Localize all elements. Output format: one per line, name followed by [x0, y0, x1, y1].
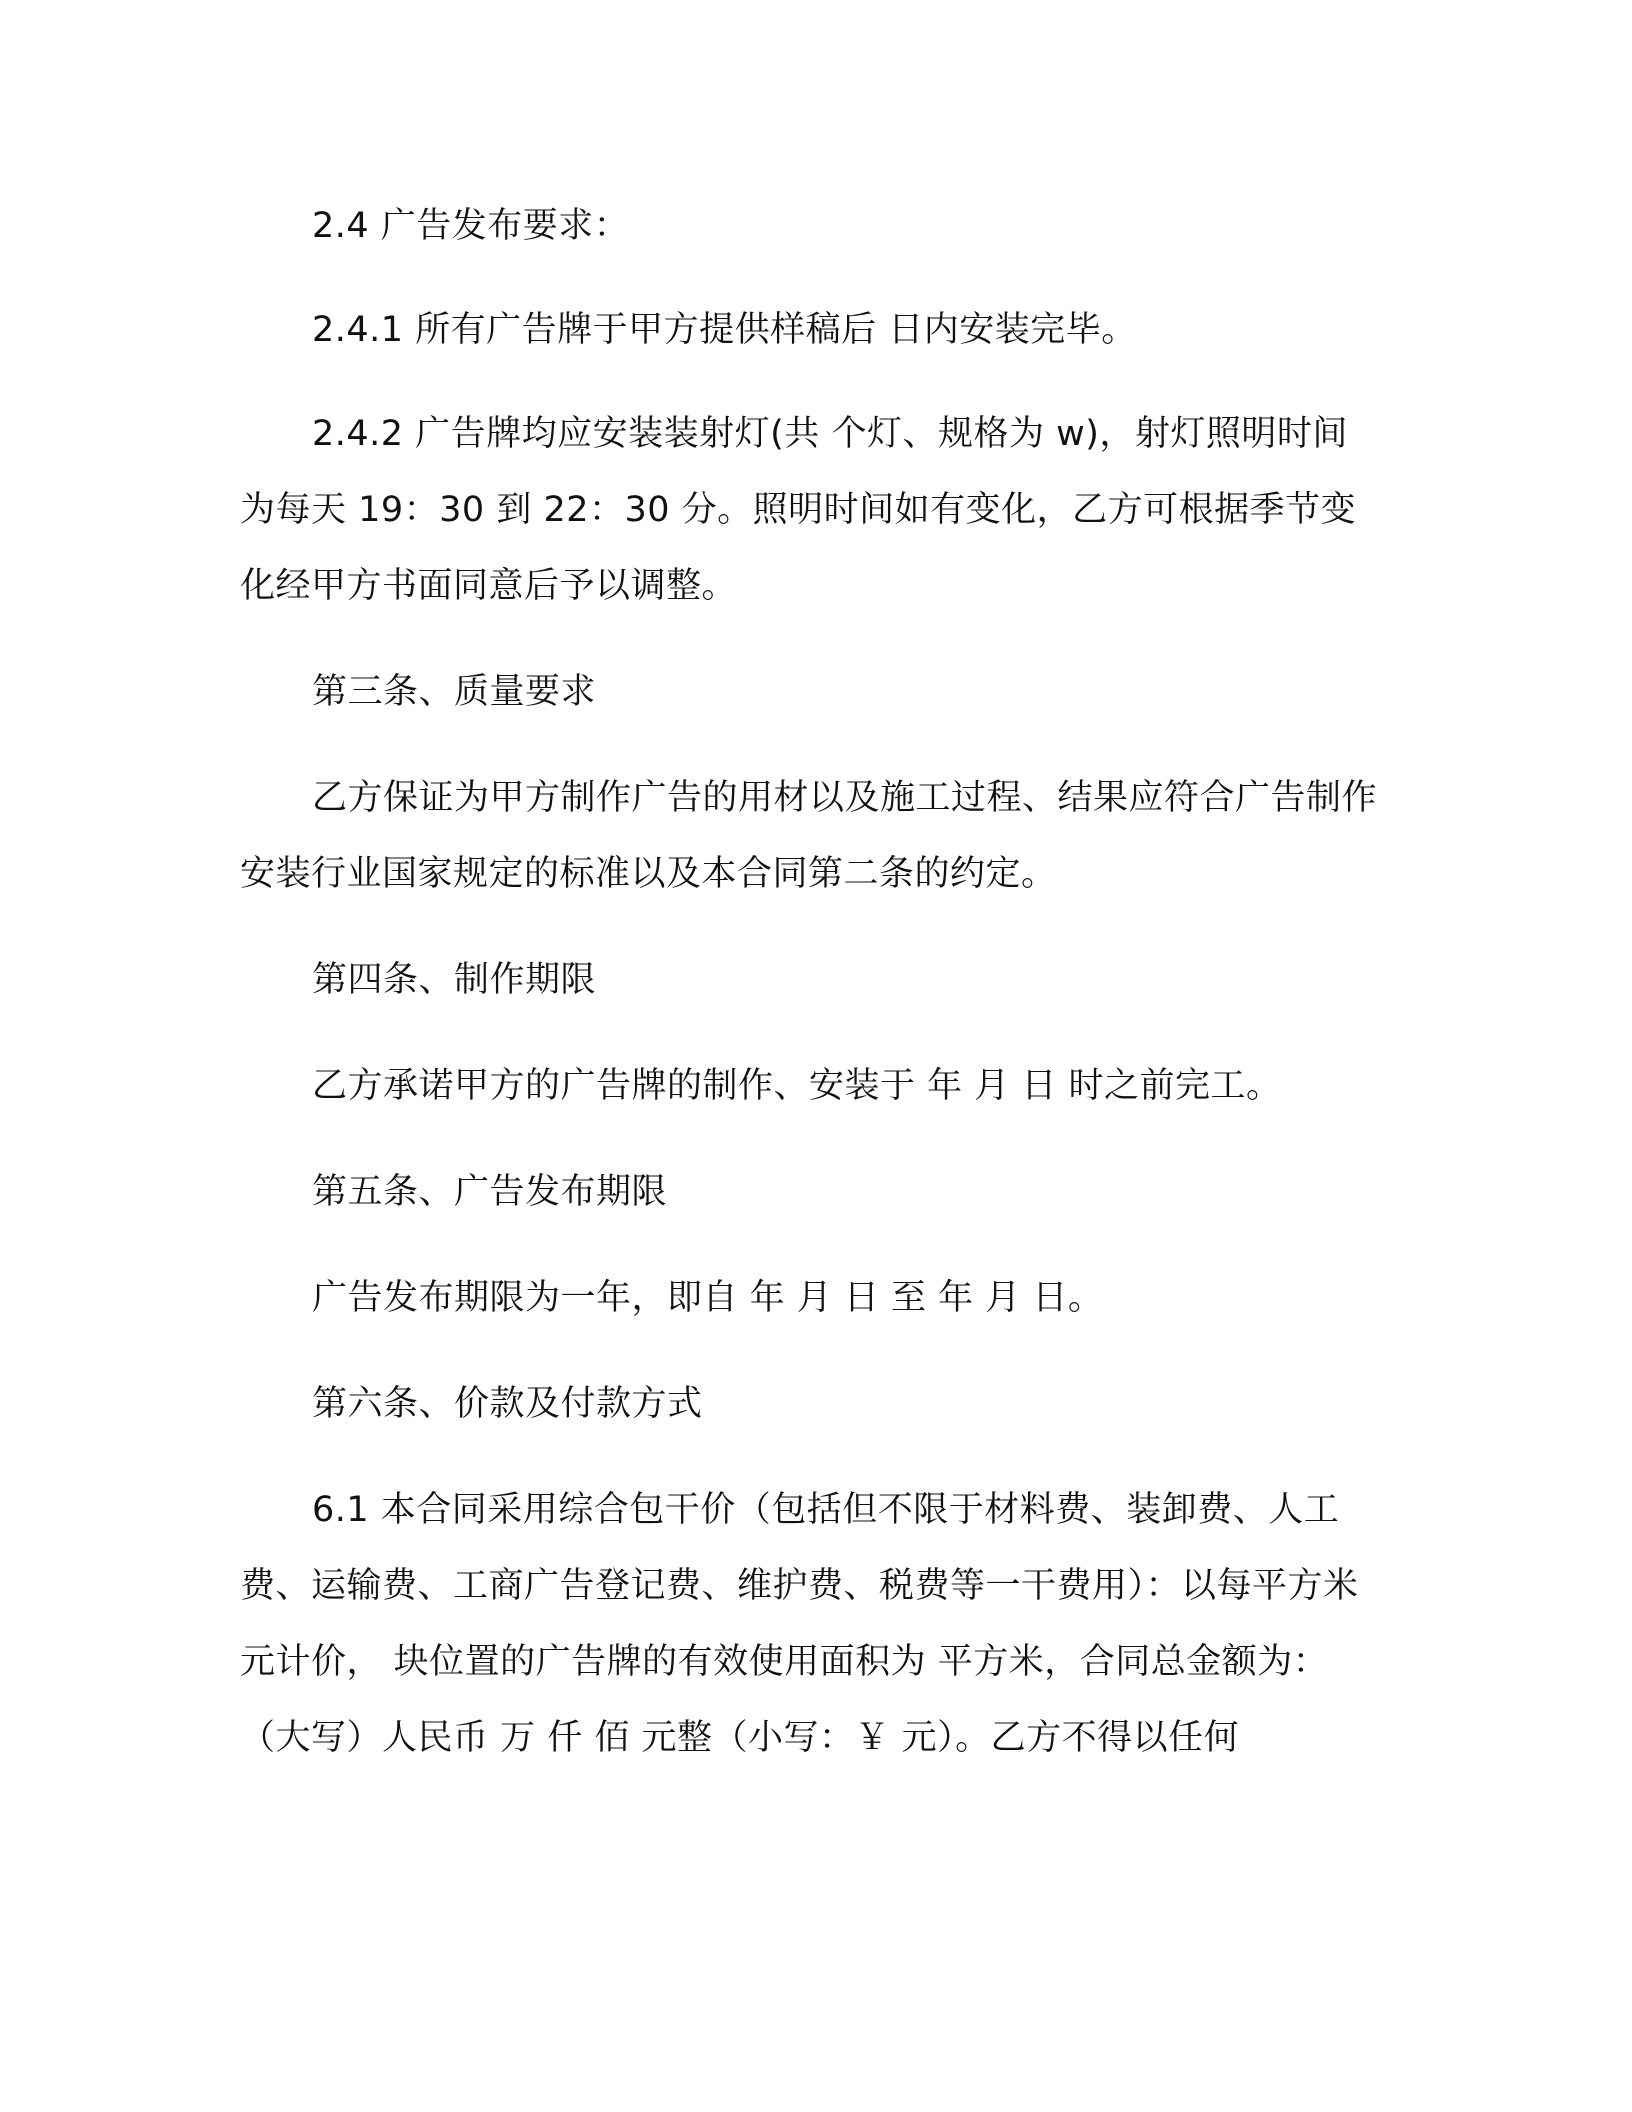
- section-heading-quality: 第三条、质量要求: [312, 672, 597, 712]
- paragraph-2-4-heading: 2.4 广告发布要求：: [312, 206, 630, 246]
- section-heading-payment: 第六条、价款及付款方式: [312, 1384, 703, 1424]
- paragraph-6-1: 6.1 本合同采用综合包干价（包括但不限于材料费、装卸费、人工费、运输费、工商广告登记费、维护费、税费等一干费用）：以每平方米 元计价， 块位置的广告牌的有效使用面积为 平方米，合同总金额为：（大写）人民币 万 仟 佰 元整（小写：￥ 元）。乙方不得以任何: [240, 1490, 1359, 1758]
- paragraph-2-4-2: 2.4.2 广告牌均应安装装射灯(共 个灯、规格为 w)，射灯照明时间为每天 19：30 到 22：30 分。照明时间如有变化，乙方可根据季节变化经甲方书面同意后予以调整。: [240, 414, 1357, 606]
- paragraph-2-4-1: 2.4.1 所有广告牌于甲方提供样稿后 日内安装完毕。: [312, 310, 1137, 350]
- section-heading-production-period: 第四条、制作期限: [312, 960, 597, 1000]
- paragraph-quality: 乙方保证为甲方制作广告的用材以及施工过程、结果应符合广告制作安装行业国家规定的标准以及本合同第二条的约定。: [240, 778, 1378, 894]
- section-heading-publish-period: 第五条、广告发布期限: [312, 1172, 668, 1212]
- paragraph-publish-period: 广告发布期限为一年，即自 年 月 日 至 年 月 日。: [312, 1278, 1104, 1318]
- document-body: [240, 188, 1380, 1776]
- paragraph-production-period: 乙方承诺甲方的广告牌的制作、安装于 年 月 日 时之前完工。: [312, 1066, 1282, 1106]
